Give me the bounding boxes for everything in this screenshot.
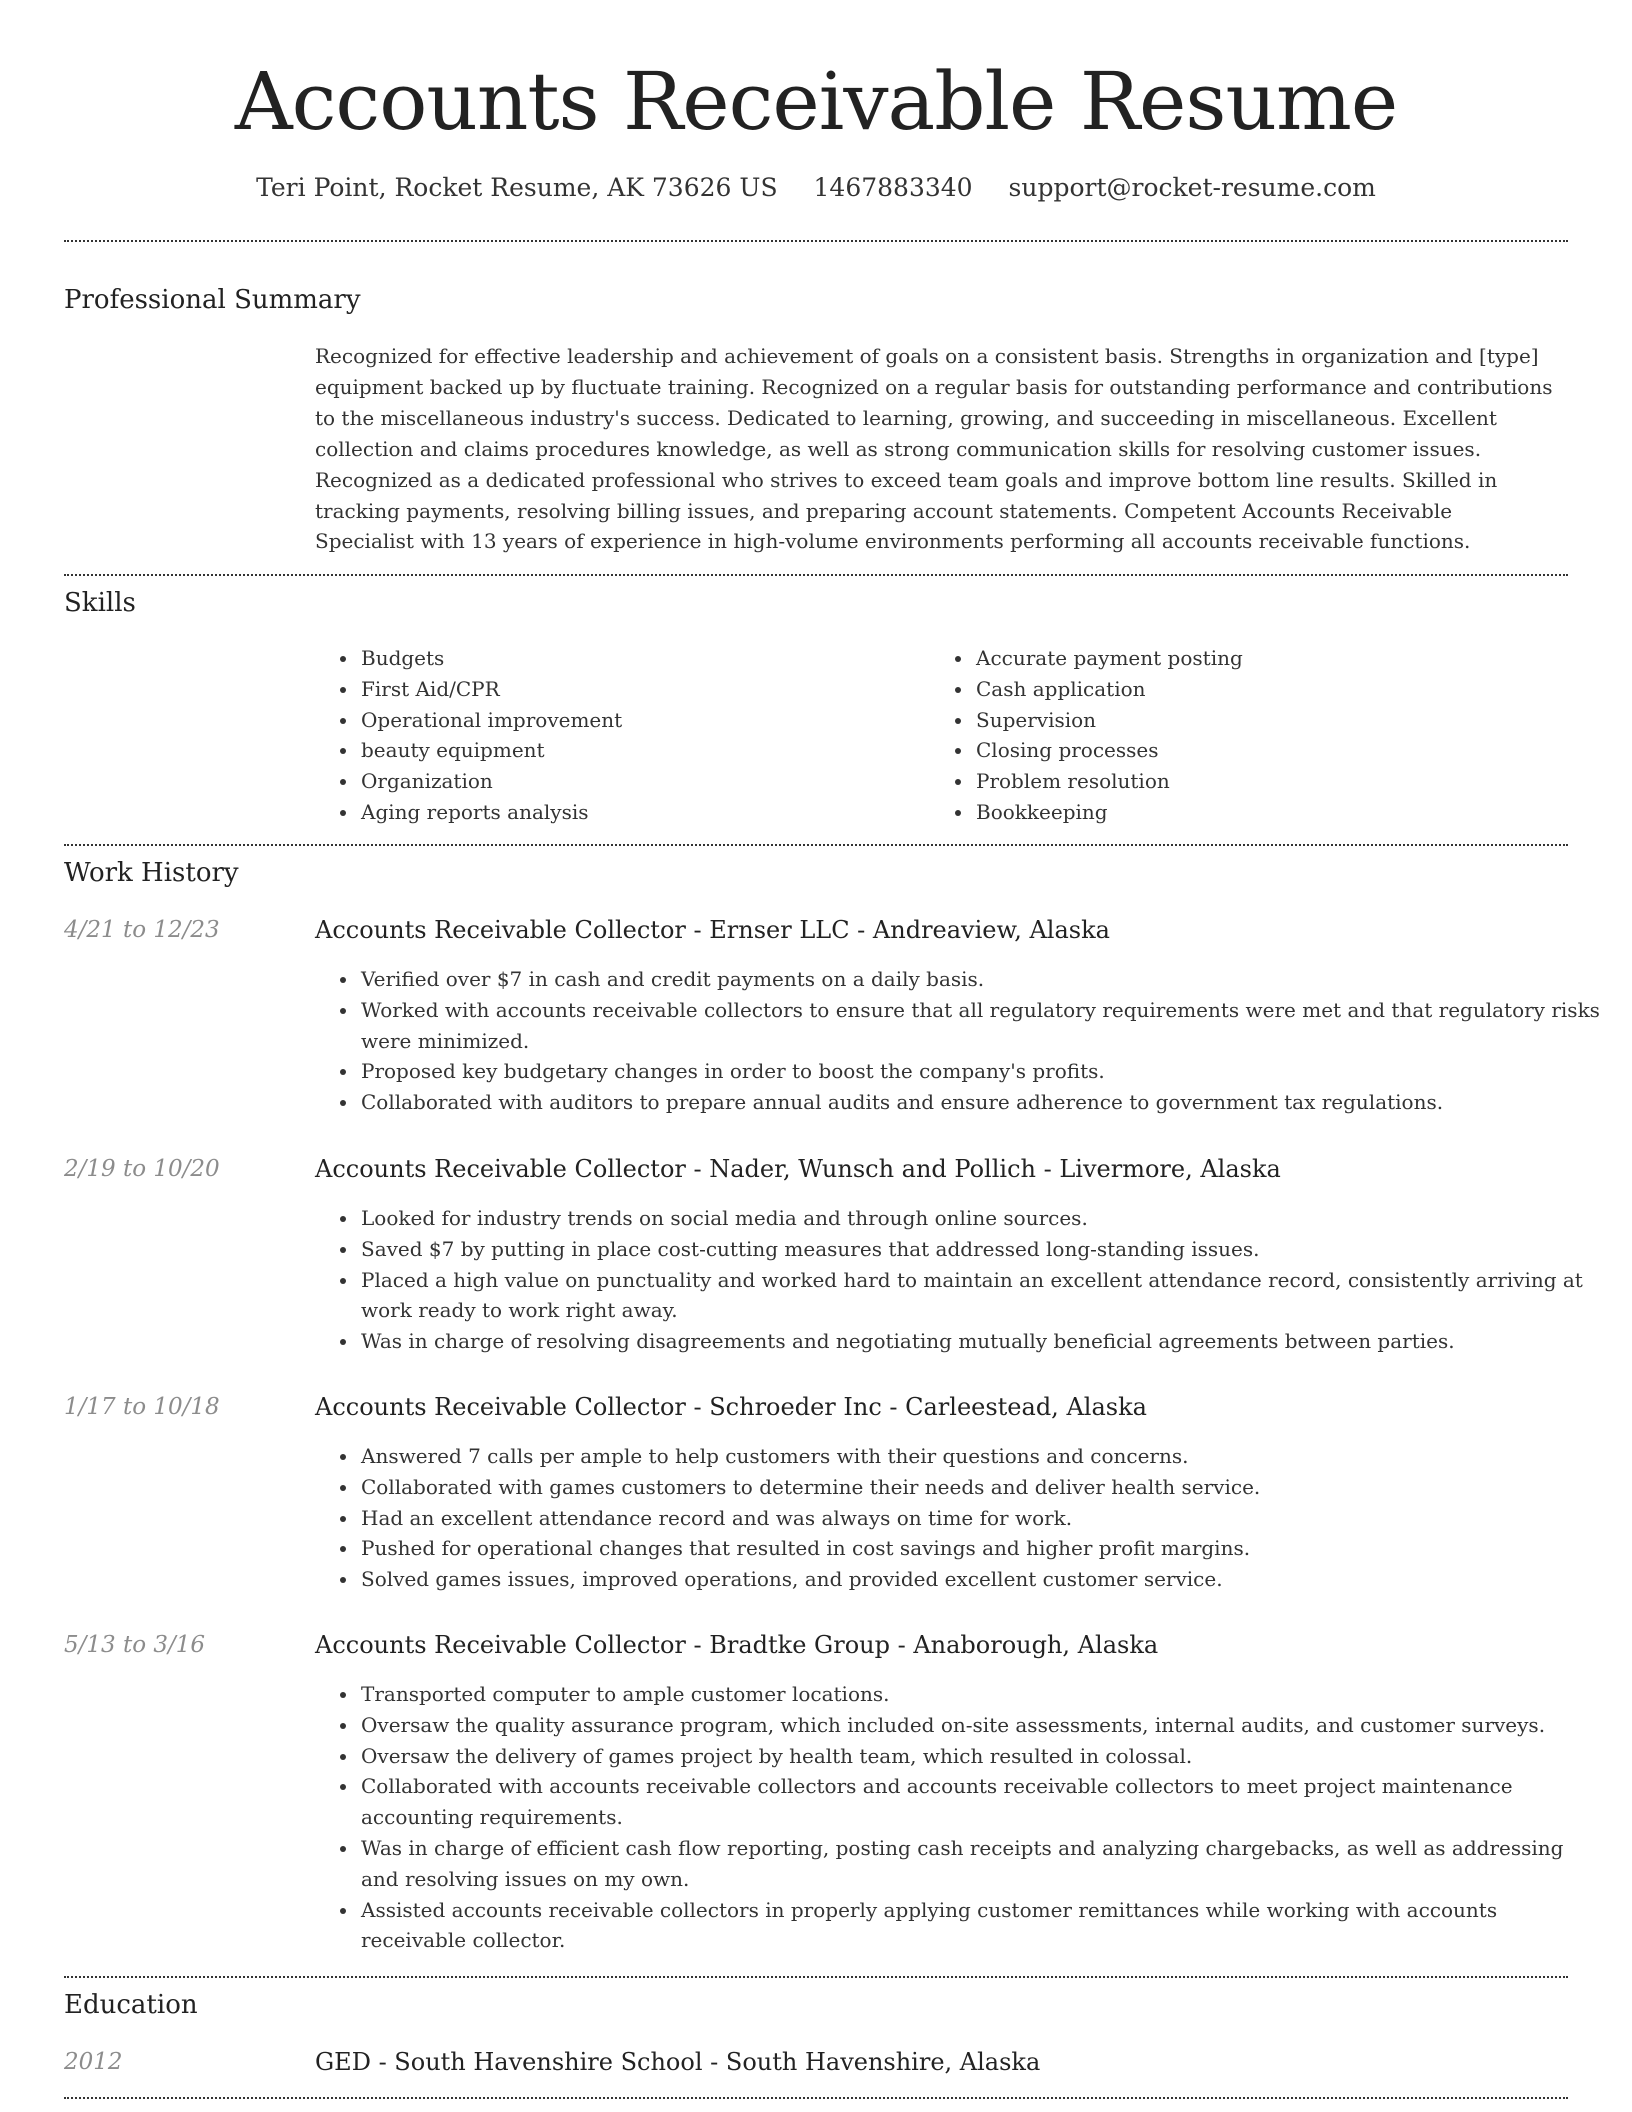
job-title: Accounts Receivable Collector - Ernser LLC - Andreaview, Alaska [315,916,1110,944]
divider [64,240,1568,242]
job-bullets [315,1203,1604,1357]
work-heading: Work History [64,858,239,888]
job-bullet: • Proposed key budgetary changes in order to boost the company's profits. [359,1056,1604,1087]
job-dates: 5/13 to 3/16 [64,1632,206,1658]
job-bullet: • Transported computer to ample customer locations. [359,1679,1604,1710]
job-bullet: • Placed a high value on punctuality and worked hard to maintain an excellent attendance record, consistently arriving at work ready to work right away. [359,1265,1604,1327]
skill-item: • Aging reports analysis [359,797,622,828]
skill-item: • Cash application [974,674,1243,705]
job-bullet: • Assisted accounts receivable collectors in properly applying customer remittances while working with accounts receivable collector. [359,1895,1604,1957]
skills-list-left [315,643,622,828]
summary-text: Recognized for effective leadership and achievement of goals on a consistent basis. Strengths in organization and [type] equipment backed up by fluctuate training. Recognized on a regular basis for outstanding performance and contributions to the miscellaneous industry's success. Dedicated to learning, growing, and succeeding in miscellaneous. Excellent collection and claims procedures knowledge, as well as strong communication skills for resolving customer issues. Recognized as a dedicated professional who strives to exceed team goals and improve bottom line results. Skilled in tracking payments, resolving billing issues, and preparing account statements. Competent Accounts Receivable Specialist with 13 years of experience in high-volume environments performing all accounts receivable functions. [315,344,1553,554]
job-bullet: • Collaborated with auditors to prepare annual audits and ensure adherence to government tax regulations. [359,1087,1604,1118]
job-bullet: • Saved $7 by putting in place cost-cutting measures that addressed long-standing issues. [359,1234,1604,1265]
job-title: Accounts Receivable Collector - Schroeder Inc - Carleestead, Alaska [315,1393,1147,1421]
contact-line [0,170,1632,206]
skill-item: • Organization [359,766,622,797]
job-dates: 1/17 to 10/18 [64,1394,220,1420]
job-bullet: • Collaborated with games customers to determine their needs and deliver health service. [359,1472,1604,1503]
job-bullet: • Had an excellent attendance record and was always on time for work. [359,1503,1604,1534]
page-title: Accounts Receivable Resume [234,55,1398,148]
skill-item: • Bookkeeping [974,797,1243,828]
job-dates: 2/19 to 10/20 [64,1156,220,1182]
job-bullet: • Looked for industry trends on social media and through online sources. [359,1203,1604,1234]
skill-item: • First Aid/CPR [359,674,622,705]
job-bullets [315,964,1604,1118]
job-bullet: • Oversaw the delivery of games project by health team, which resulted in colossal. [359,1741,1604,1772]
job-dates: 4/21 to 12/23 [64,917,220,943]
divider [64,1976,1568,1978]
job-bullets [315,1441,1604,1595]
job-bullets [315,1679,1604,1956]
education-heading: Education [64,1990,198,2020]
job-bullet: • Collaborated with accounts receivable collectors and accounts receivable collectors to meet project maintenance accounting requirements. [359,1771,1604,1833]
divider [64,574,1568,576]
skill-item: • Operational improvement [359,705,622,736]
skills-heading: Skills [64,588,136,618]
job-title: Accounts Receivable Collector - Nader, Wunsch and Pollich - Livermore, Alaska [315,1155,1281,1183]
job-bullet: • Solved games issues, improved operations, and provided excellent customer service. [359,1564,1604,1595]
contact-address: Teri Point, Rocket Resume, AK 73626 US [256,173,778,202]
job-bullet: • Was in charge of resolving disagreements and negotiating mutually beneficial agreements between parties. [359,1326,1604,1357]
job-bullet: • Verified over $7 in cash and credit payments on a daily basis. [359,964,1604,995]
summary-heading: Professional Summary [64,285,361,315]
job-bullet: • Worked with accounts receivable collectors to ensure that all regulatory requirements were met and that regulatory risks were minimized. [359,995,1604,1057]
job-bullet: • Answered 7 calls per ample to help customers with their questions and concerns. [359,1441,1604,1472]
skill-item: • Budgets [359,643,622,674]
education-entry: GED - South Havenshire School - South Havenshire, Alaska [315,2048,1041,2076]
skill-item: • beauty equipment [359,735,622,766]
job-bullet: • Was in charge of efficient cash flow reporting, posting cash receipts and analyzing chargebacks, as well as addressing and resolving issues on my own. [359,1833,1604,1895]
skills-list-right [930,643,1243,828]
skill-item: • Problem resolution [974,766,1243,797]
divider [64,2097,1568,2099]
skill-item: • Accurate payment posting [974,643,1243,674]
job-bullet: • Pushed for operational changes that resulted in cost savings and higher profit margins. [359,1533,1604,1564]
skill-item: • Closing processes [974,735,1243,766]
contact-email: support@rocket-resume.com [1008,173,1376,202]
education-year: 2012 [64,2049,123,2075]
job-bullet: • Oversaw the quality assurance program, which included on-site assessments, internal audits, and customer surveys. [359,1710,1604,1741]
contact-phone: 1467883340 [813,173,973,202]
skill-item: • Supervision [974,705,1243,736]
job-title: Accounts Receivable Collector - Bradtke Group - Anaborough, Alaska [315,1631,1159,1659]
divider [64,844,1568,846]
